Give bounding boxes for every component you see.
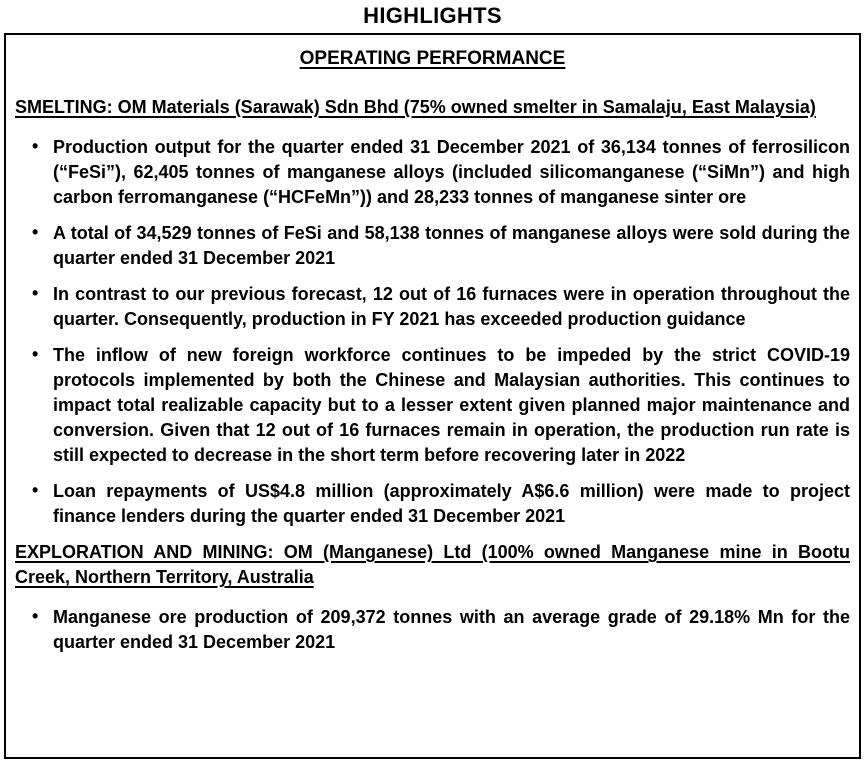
bullet-icon: • — [32, 136, 39, 156]
bullet-item-manganese-ore-production — [15, 605, 850, 655]
bullet-icon: • — [32, 283, 39, 303]
bullet-icon: • — [32, 344, 39, 364]
bullet-item-production-output — [15, 135, 850, 210]
bullet-item-sales-total — [15, 221, 850, 271]
operating-performance-panel — [4, 33, 861, 759]
bullet-text: In contrast to our previous forecast, 12 out of 16 furnaces were in operation throughout the quarter. Consequently, production in FY 2021 has exceeded production guidance — [53, 284, 850, 329]
bullet-text: Manganese ore production of 209,372 tonnes with an average grade of 29.18% Mn for the quarter ended 31 December 2021 — [53, 607, 850, 652]
bullet-item-furnaces-operation — [15, 282, 850, 332]
bullet-icon: • — [32, 480, 39, 500]
bullet-text: Loan repayments of US$4.8 million (approximately A$6.6 million) were made to project finance lenders during the quarter ended 31 December 2021 — [53, 481, 850, 526]
bullet-icon: • — [32, 222, 39, 242]
page-title: HIGHLIGHTS — [363, 3, 502, 28]
bullet-icon: • — [32, 606, 39, 626]
bullet-item-loan-repayments — [15, 479, 850, 529]
section-heading-smelting: SMELTING: OM Materials (Sarawak) Sdn Bhd (75% owned smelter in Samalaju, East Malaysia) — [15, 97, 816, 117]
bullet-text: The inflow of new foreign workforce continues to be impeded by the strict COVID-19 protocols implemented by both the Chinese and Malaysian authorities. This continues to impact total realizable capacity but to a lesser extent given planned major maintenance and conversion. Given that 12 out of 16 furnaces remain in operation, the production run rate is still expected to decrease in the short term before recovering later in 2022 — [53, 345, 850, 465]
bullet-text: Production output for the quarter ended 31 December 2021 of 36,134 tonnes of ferrosilicon (“FeSi”), 62,405 tonnes of manganese alloys (included silicomanganese (“SiMn”) and high carbon ferromanganese (“HCFeMn”)) and 28,233 tonnes of manganese sinter ore — [53, 137, 850, 207]
section-heading-exploration-mining: EXPLORATION AND MINING: OM (Manganese) Ltd (100% owned Manganese mine in Bootu Creek, Northern Territory, Australia — [15, 542, 850, 587]
panel-heading: OPERATING PERFORMANCE — [299, 48, 566, 69]
report-page — [0, 4, 865, 759]
bullet-text: A total of 34,529 tonnes of FeSi and 58,138 tonnes of manganese alloys were sold during the quarter ended 31 December 2021 — [53, 223, 850, 268]
bullet-item-workforce-covid — [15, 343, 850, 468]
